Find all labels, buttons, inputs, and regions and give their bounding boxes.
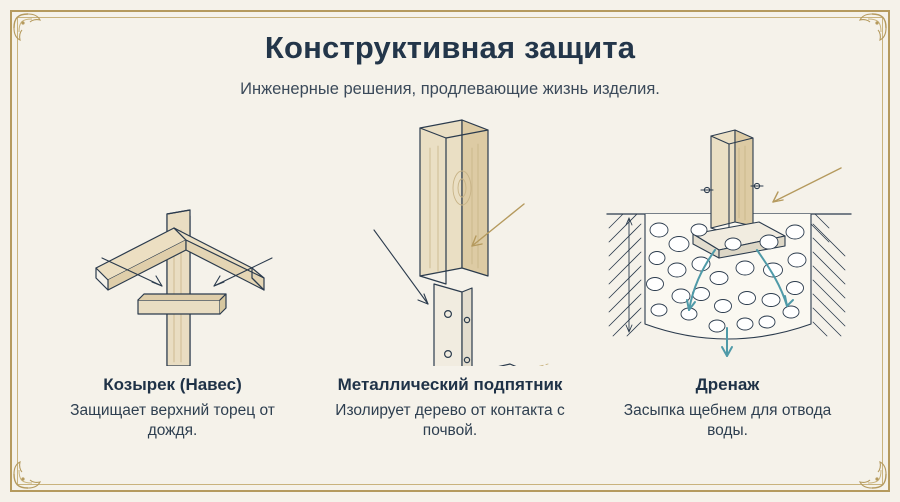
canopy-illustration [34, 118, 311, 366]
diagram-item-canopy [34, 118, 311, 442]
header [0, 30, 900, 99]
metal-shoe-illustration [312, 118, 589, 366]
caption-desc-canopy: Защищает верхний торец от дождя. [70, 402, 275, 440]
page-title: Конструктивная защита [264, 30, 636, 65]
diagram-item-drainage [589, 118, 866, 442]
caption-desc-drainage: Засыпка щебнем для отвода воды. [623, 402, 832, 440]
diagram-item-metal-shoe [312, 118, 589, 442]
caption-title-drainage: Дренаж [695, 375, 760, 394]
diagram-columns [34, 118, 866, 442]
caption-title-canopy: Козырек (Навес) [103, 375, 242, 394]
page-subtitle: Инженерные решения, продлевающие жизнь изделия. [240, 80, 660, 98]
drainage-illustration [589, 118, 866, 366]
corner-flourish-icon [8, 448, 54, 494]
corner-flourish-icon [846, 448, 892, 494]
caption-title-metal-shoe: Металлический подпятник [337, 375, 563, 394]
caption-desc-metal-shoe: Изолирует дерево от контакта с почвой. [335, 402, 565, 440]
